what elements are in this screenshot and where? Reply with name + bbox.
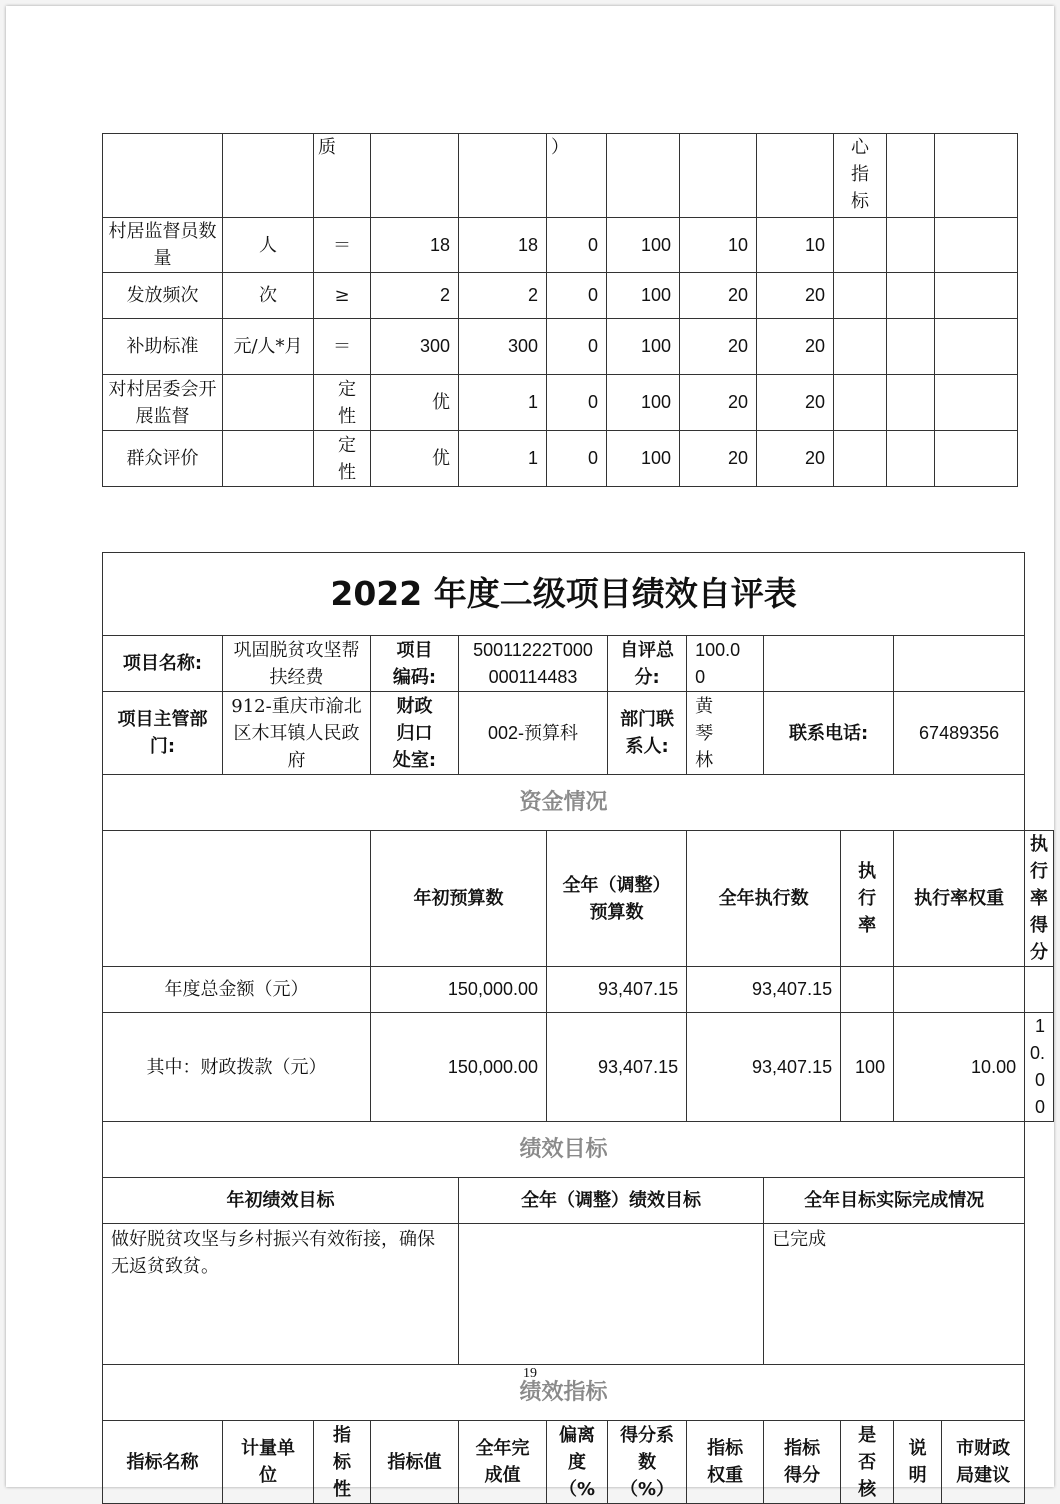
funds-header: 执行率权重 xyxy=(894,831,1025,967)
finance-office: 002-预算科 xyxy=(459,692,608,775)
funds-adjusted: 93,407.15 xyxy=(547,967,687,1013)
indicator-score: 20 xyxy=(757,273,834,319)
title-row xyxy=(103,553,1054,636)
indicator-nature: ＝ xyxy=(314,319,371,375)
indicator-header: 指标性 xyxy=(314,1421,371,1504)
indicator-coef: 100 xyxy=(607,375,680,431)
funds-weight: 10.00 xyxy=(894,1013,1025,1122)
table-row xyxy=(103,134,1018,218)
table-row xyxy=(103,967,1054,1013)
adjusted-goal xyxy=(459,1224,764,1365)
indicator-nature: 定性 xyxy=(314,431,371,487)
indicator-header: 指标值 xyxy=(371,1421,459,1504)
indicator-unit xyxy=(223,375,314,431)
form-title: 2022 年度二级项目绩效自评表 xyxy=(103,553,1025,636)
goals-content-row xyxy=(103,1224,1054,1365)
indicator-name: 村居监督员数量 xyxy=(103,218,223,273)
document-page xyxy=(6,6,1054,1500)
indicator-nature: ＝ xyxy=(314,218,371,273)
indicator-name: 对村居委会开展监督 xyxy=(103,375,223,431)
project-code-label: 项目编码: xyxy=(371,636,459,692)
indicator-target: 优 xyxy=(371,375,459,431)
funds-header-row xyxy=(103,831,1054,967)
indicator-target: 300 xyxy=(371,319,459,375)
indicator-actual: 18 xyxy=(459,218,547,273)
indicator-header: 是否核 xyxy=(841,1421,894,1504)
indicator-header: 得分系数（%） xyxy=(608,1421,687,1504)
indicator-header: 指标权重 xyxy=(687,1421,764,1504)
indicator-target: 优 xyxy=(371,431,459,487)
actual-completion: 已完成 xyxy=(764,1224,1025,1365)
indicator-score: 20 xyxy=(757,375,834,431)
indicators-section-title: 绩效指标 xyxy=(103,1365,1025,1421)
goals-header: 全年（调整）绩效目标 xyxy=(459,1178,764,1224)
indicators-header-row xyxy=(103,1421,1054,1504)
department-row xyxy=(103,692,1054,775)
indicator-continuation-table xyxy=(102,133,1018,487)
project-code: 50011222T000000114483 xyxy=(459,636,608,692)
funds-header: 年初预算数 xyxy=(371,831,547,967)
indicator-score: 20 xyxy=(757,431,834,487)
indicator-header: 指标得分 xyxy=(764,1421,841,1504)
indicator-actual: 300 xyxy=(459,319,547,375)
indicator-unit: 次 xyxy=(223,273,314,319)
indicator-name: 群众评价 xyxy=(103,431,223,487)
self-score-label: 自评总分: xyxy=(608,636,687,692)
indicator-deviation: 0 xyxy=(547,319,607,375)
goals-header-row xyxy=(103,1178,1054,1224)
funds-adjusted: 93,407.15 xyxy=(547,1013,687,1122)
dept: 912-重庆市渝北区木耳镇人民政府 xyxy=(223,692,371,775)
indicator-name: 发放频次 xyxy=(103,273,223,319)
funds-score xyxy=(1025,967,1054,1013)
indicator-actual: 2 xyxy=(459,273,547,319)
phone: 67489356 xyxy=(894,692,1025,775)
header-fragment: ） xyxy=(547,134,607,218)
indicator-weight: 20 xyxy=(680,375,757,431)
indicator-coef: 100 xyxy=(607,431,680,487)
indicator-deviation: 0 xyxy=(547,273,607,319)
funds-header: 全年执行数 xyxy=(687,831,841,967)
indicator-header: 说明 xyxy=(894,1421,942,1504)
initial-goal: 做好脱贫攻坚与乡村振兴有效衔接，确保无返贫致贫。 xyxy=(103,1224,459,1365)
goals-section-title: 绩效目标 xyxy=(103,1122,1025,1178)
funds-header: 执行率 xyxy=(841,831,894,967)
indicator-score: 10 xyxy=(757,218,834,273)
funds-header: 全年（调整）预算数 xyxy=(547,831,687,967)
indicator-unit: 人 xyxy=(223,218,314,273)
indicator-deviation: 0 xyxy=(547,431,607,487)
contact-label: 部门联系人: xyxy=(608,692,687,775)
indicator-target: 18 xyxy=(371,218,459,273)
funds-initial: 150,000.00 xyxy=(371,1013,547,1122)
phone-label: 联系电话: xyxy=(764,692,894,775)
indicator-coef: 100 xyxy=(607,218,680,273)
project-info-row xyxy=(103,636,1054,692)
page-number: 19 xyxy=(523,1366,537,1381)
self-score: 100.00 xyxy=(687,636,764,692)
funds-initial: 150,000.00 xyxy=(371,967,547,1013)
indicator-header: 计量单位 xyxy=(223,1421,314,1504)
project-name: 巩固脱贫攻坚帮扶经费 xyxy=(223,636,371,692)
indicator-weight: 20 xyxy=(680,319,757,375)
indicator-unit: 元/人*月 xyxy=(223,319,314,375)
indicator-actual: 1 xyxy=(459,375,547,431)
indicator-header: 全年完成值 xyxy=(459,1421,547,1504)
indicator-coef: 100 xyxy=(607,273,680,319)
indicator-deviation: 0 xyxy=(547,375,607,431)
indicator-coef: 100 xyxy=(607,319,680,375)
indicator-weight: 20 xyxy=(680,431,757,487)
indicator-unit xyxy=(223,431,314,487)
funds-rate: 100 xyxy=(841,1013,894,1122)
funds-header: 执行率得分 xyxy=(1025,831,1054,967)
funds-section-title: 资金情况 xyxy=(103,775,1025,831)
self-evaluation-form xyxy=(102,552,1054,1504)
indicator-target: 2 xyxy=(371,273,459,319)
table-row xyxy=(103,218,1018,273)
funds-score: 10.00 xyxy=(1025,1013,1054,1122)
indicator-deviation: 0 xyxy=(547,218,607,273)
header-fragment: 心指标 xyxy=(834,134,887,218)
table-row xyxy=(103,273,1018,319)
funds-row-label: 年度总金额（元） xyxy=(103,967,371,1013)
funds-weight xyxy=(894,967,1025,1013)
section-row xyxy=(103,775,1054,831)
indicator-weight: 20 xyxy=(680,273,757,319)
dept-label: 项目主管部门: xyxy=(103,692,223,775)
contact: 黄琴林 xyxy=(687,692,764,775)
funds-executed: 93,407.15 xyxy=(687,967,841,1013)
project-name-label: 项目名称: xyxy=(103,636,223,692)
indicator-nature: ≥ xyxy=(314,273,371,319)
funds-executed: 93,407.15 xyxy=(687,1013,841,1122)
section-row xyxy=(103,1122,1054,1178)
indicator-nature: 定性 xyxy=(314,375,371,431)
indicator-header: 指标名称 xyxy=(103,1421,223,1504)
funds-row-label: 其中：财政拨款（元） xyxy=(103,1013,371,1122)
indicator-name: 补助标准 xyxy=(103,319,223,375)
indicator-weight: 10 xyxy=(680,218,757,273)
table-row xyxy=(103,375,1018,431)
indicator-actual: 1 xyxy=(459,431,547,487)
table-row xyxy=(103,431,1018,487)
indicator-header: 偏离度（% xyxy=(547,1421,608,1504)
indicator-header: 市财政局建议 xyxy=(942,1421,1025,1504)
table-row xyxy=(103,1013,1054,1122)
goals-header: 年初绩效目标 xyxy=(103,1178,459,1224)
goals-header: 全年目标实际完成情况 xyxy=(764,1178,1025,1224)
header-fragment: 质 xyxy=(314,134,371,218)
funds-rate xyxy=(841,967,894,1013)
finance-office-label: 财政归口处室: xyxy=(371,692,459,775)
table-row xyxy=(103,319,1018,375)
indicator-score: 20 xyxy=(757,319,834,375)
